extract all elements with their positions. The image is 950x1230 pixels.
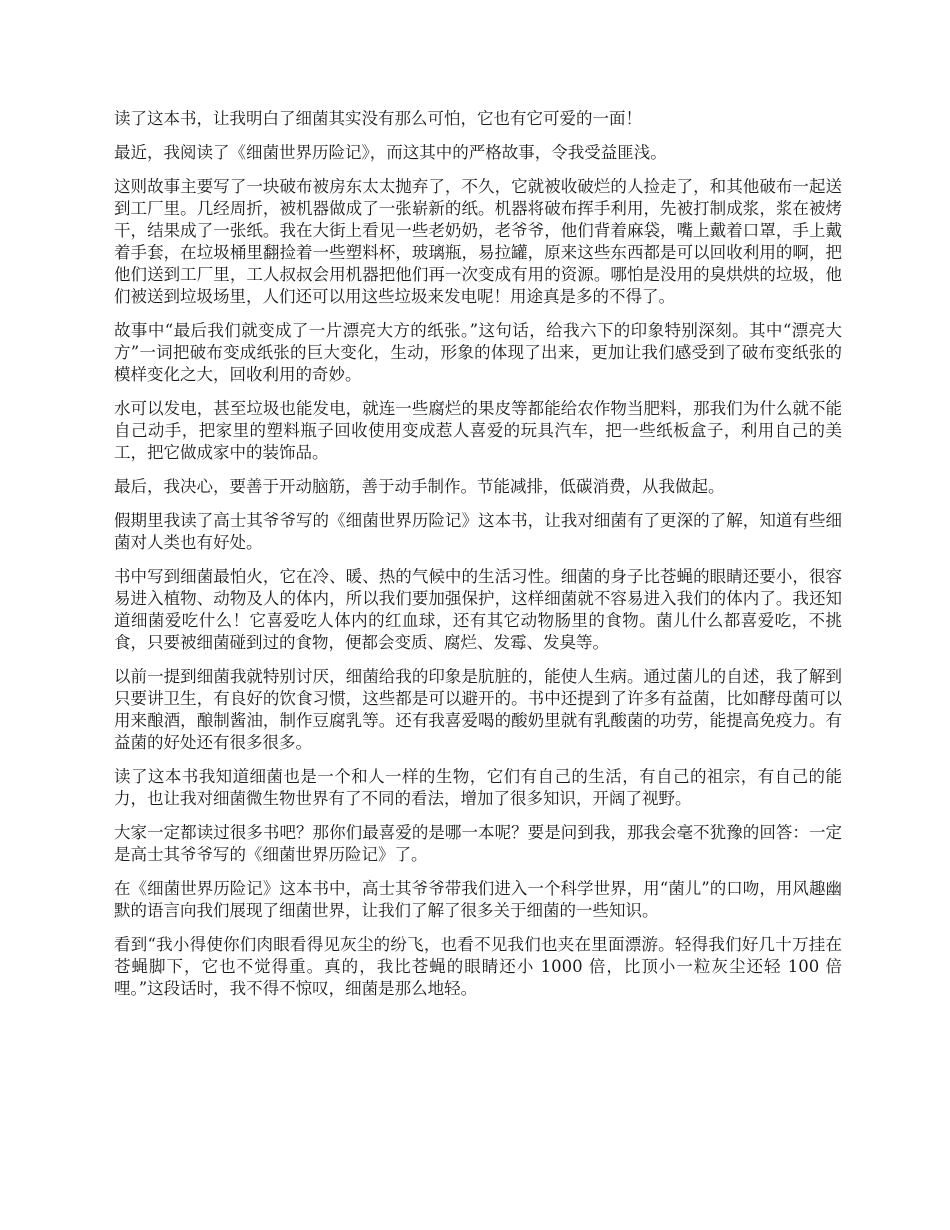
paragraph-1: 读了这本书，让我明白了细菌其实没有那么可怕，它也有它可爱的一面！ <box>114 109 642 128</box>
paragraph-2: 最近，我阅读了《细菌世界历险记》，而这其中的严格故事，令我受益匪浅。 <box>114 143 667 162</box>
paragraph-5: 水可以发电，甚至垃圾也能发电，就连一些腐烂的果皮等都能给农作物当肥料，那我们为什么就不能自己动手，把家里的塑料瓶子回收使用变成惹人喜爱的玩具汽车，把一些纸板盒子，利用自己的美工，把它做成家中的装饰品。 <box>114 399 842 462</box>
paragraph-6: 最后，我决心，要善于开动脑筋，善于动手制作。节能减排，低碳消费，从我做起。 <box>114 477 725 496</box>
paragraph-12: 在《细菌世界历险记》这本书中，高士其爷爷带我们进入一个科学世界，用“菌儿”的口吻，用风趣幽默的语言向我们展现了细菌世界，让我们了解了很多关于细菌的一些知识。 <box>114 879 842 920</box>
paragraph-13: 看到“我小得使你们肉眼看得见灰尘的纷飞，也看不见我们也夹在里面漂游。轻得我们好几十万挂在苍蝇脚下，它也不觉得重。真的，我比苍蝇的眼睛还小 1000 倍，比顶小一粒灰尘还轻 100 倍哩。”这段话时，我不得不惊叹，细菌是那么地轻。 <box>114 935 842 998</box>
paragraph-7: 假期里我读了高士其爷爷写的《细菌世界历险记》这本书，让我对细菌有了更深的了解，知道有些细菌对人类也有好处。 <box>114 511 842 552</box>
paragraph-11: 大家一定都读过很多书吧？那你们最喜爱的是哪一本呢？要是问到我，那我会毫不犹豫的回答：一定是高士其爷爷写的《细菌世界历险记》了。 <box>114 823 842 864</box>
paragraph-8: 书中写到细菌最怕火，它在冷、暖、热的气候中的生活习性。细菌的身子比苍蝇的眼睛还要小，很容易进入植物、动物及人的体内，所以我们要加强保护，这样细菌就不容易进入我们的体内了。我还知道细菌爱吃什么！它喜爱吃人体内的红血球，还有其它动物肠里的食物。菌儿什么都喜爱吃，不挑食，只要被细菌碰到过的食物，便都会变质、腐烂、发霉、发臭等。 <box>114 567 842 652</box>
paragraph-4: 故事中“最后我们就变成了一片漂亮大方的纸张。”这句话，给我六下的印象特别深刻。其中“漂亮大方”一词把破布变成纸张的巨大变化，生动，形象的体现了出来，更加让我们感受到了破布变纸张的模样变化之大，回收利用的奇妙。 <box>114 321 842 384</box>
paragraph-9: 以前一提到细菌我就特别讨厌，细菌给我的印象是肮脏的，能使人生病。通过菌儿的自述，我了解到只要讲卫生，有良好的饮食习惯，这些都是可以避开的。书中还提到了许多有益菌，比如酵母菌可以用来酿酒，酿制酱油，制作豆腐乳等。还有我喜爱喝的酸奶里就有乳酸菌的功劳，能提高免疫力。有益菌的好处还有很多很多。 <box>114 667 842 752</box>
document-body <box>114 108 842 1012</box>
paragraph-10: 读了这本书我知道细菌也是一个和人一样的生物，它们有自己的生活，有自己的祖宗，有自己的能力，也让我对细菌微生物世界有了不同的看法，增加了很多知识，开阔了视野。 <box>114 767 842 808</box>
paragraph-3: 这则故事主要写了一块破布被房东太太抛弃了，不久，它就被收破烂的人捡走了，和其他破布一起送到工厂里。几经周折，被机器做成了一张崭新的纸。机器将破布挥手利用，先被打制成浆，浆在被烤干，结果成了一张纸。我在大街上看见一些老奶奶，老爷爷，他们背着麻袋，嘴上戴着口罩，手上戴着手套，在垃圾桶里翻捡着一些塑料杯，玻璃瓶，易拉罐，原来这些东西都是可以回收利用的啊，把他们送到工厂里，工人叔叔会用机器把他们再一次变成有用的资源。哪怕是没用的臭烘烘的垃圾，他们被送到垃圾场里，人们还可以用这些垃圾来发电呢！用途真是多的不得了。 <box>114 177 842 306</box>
